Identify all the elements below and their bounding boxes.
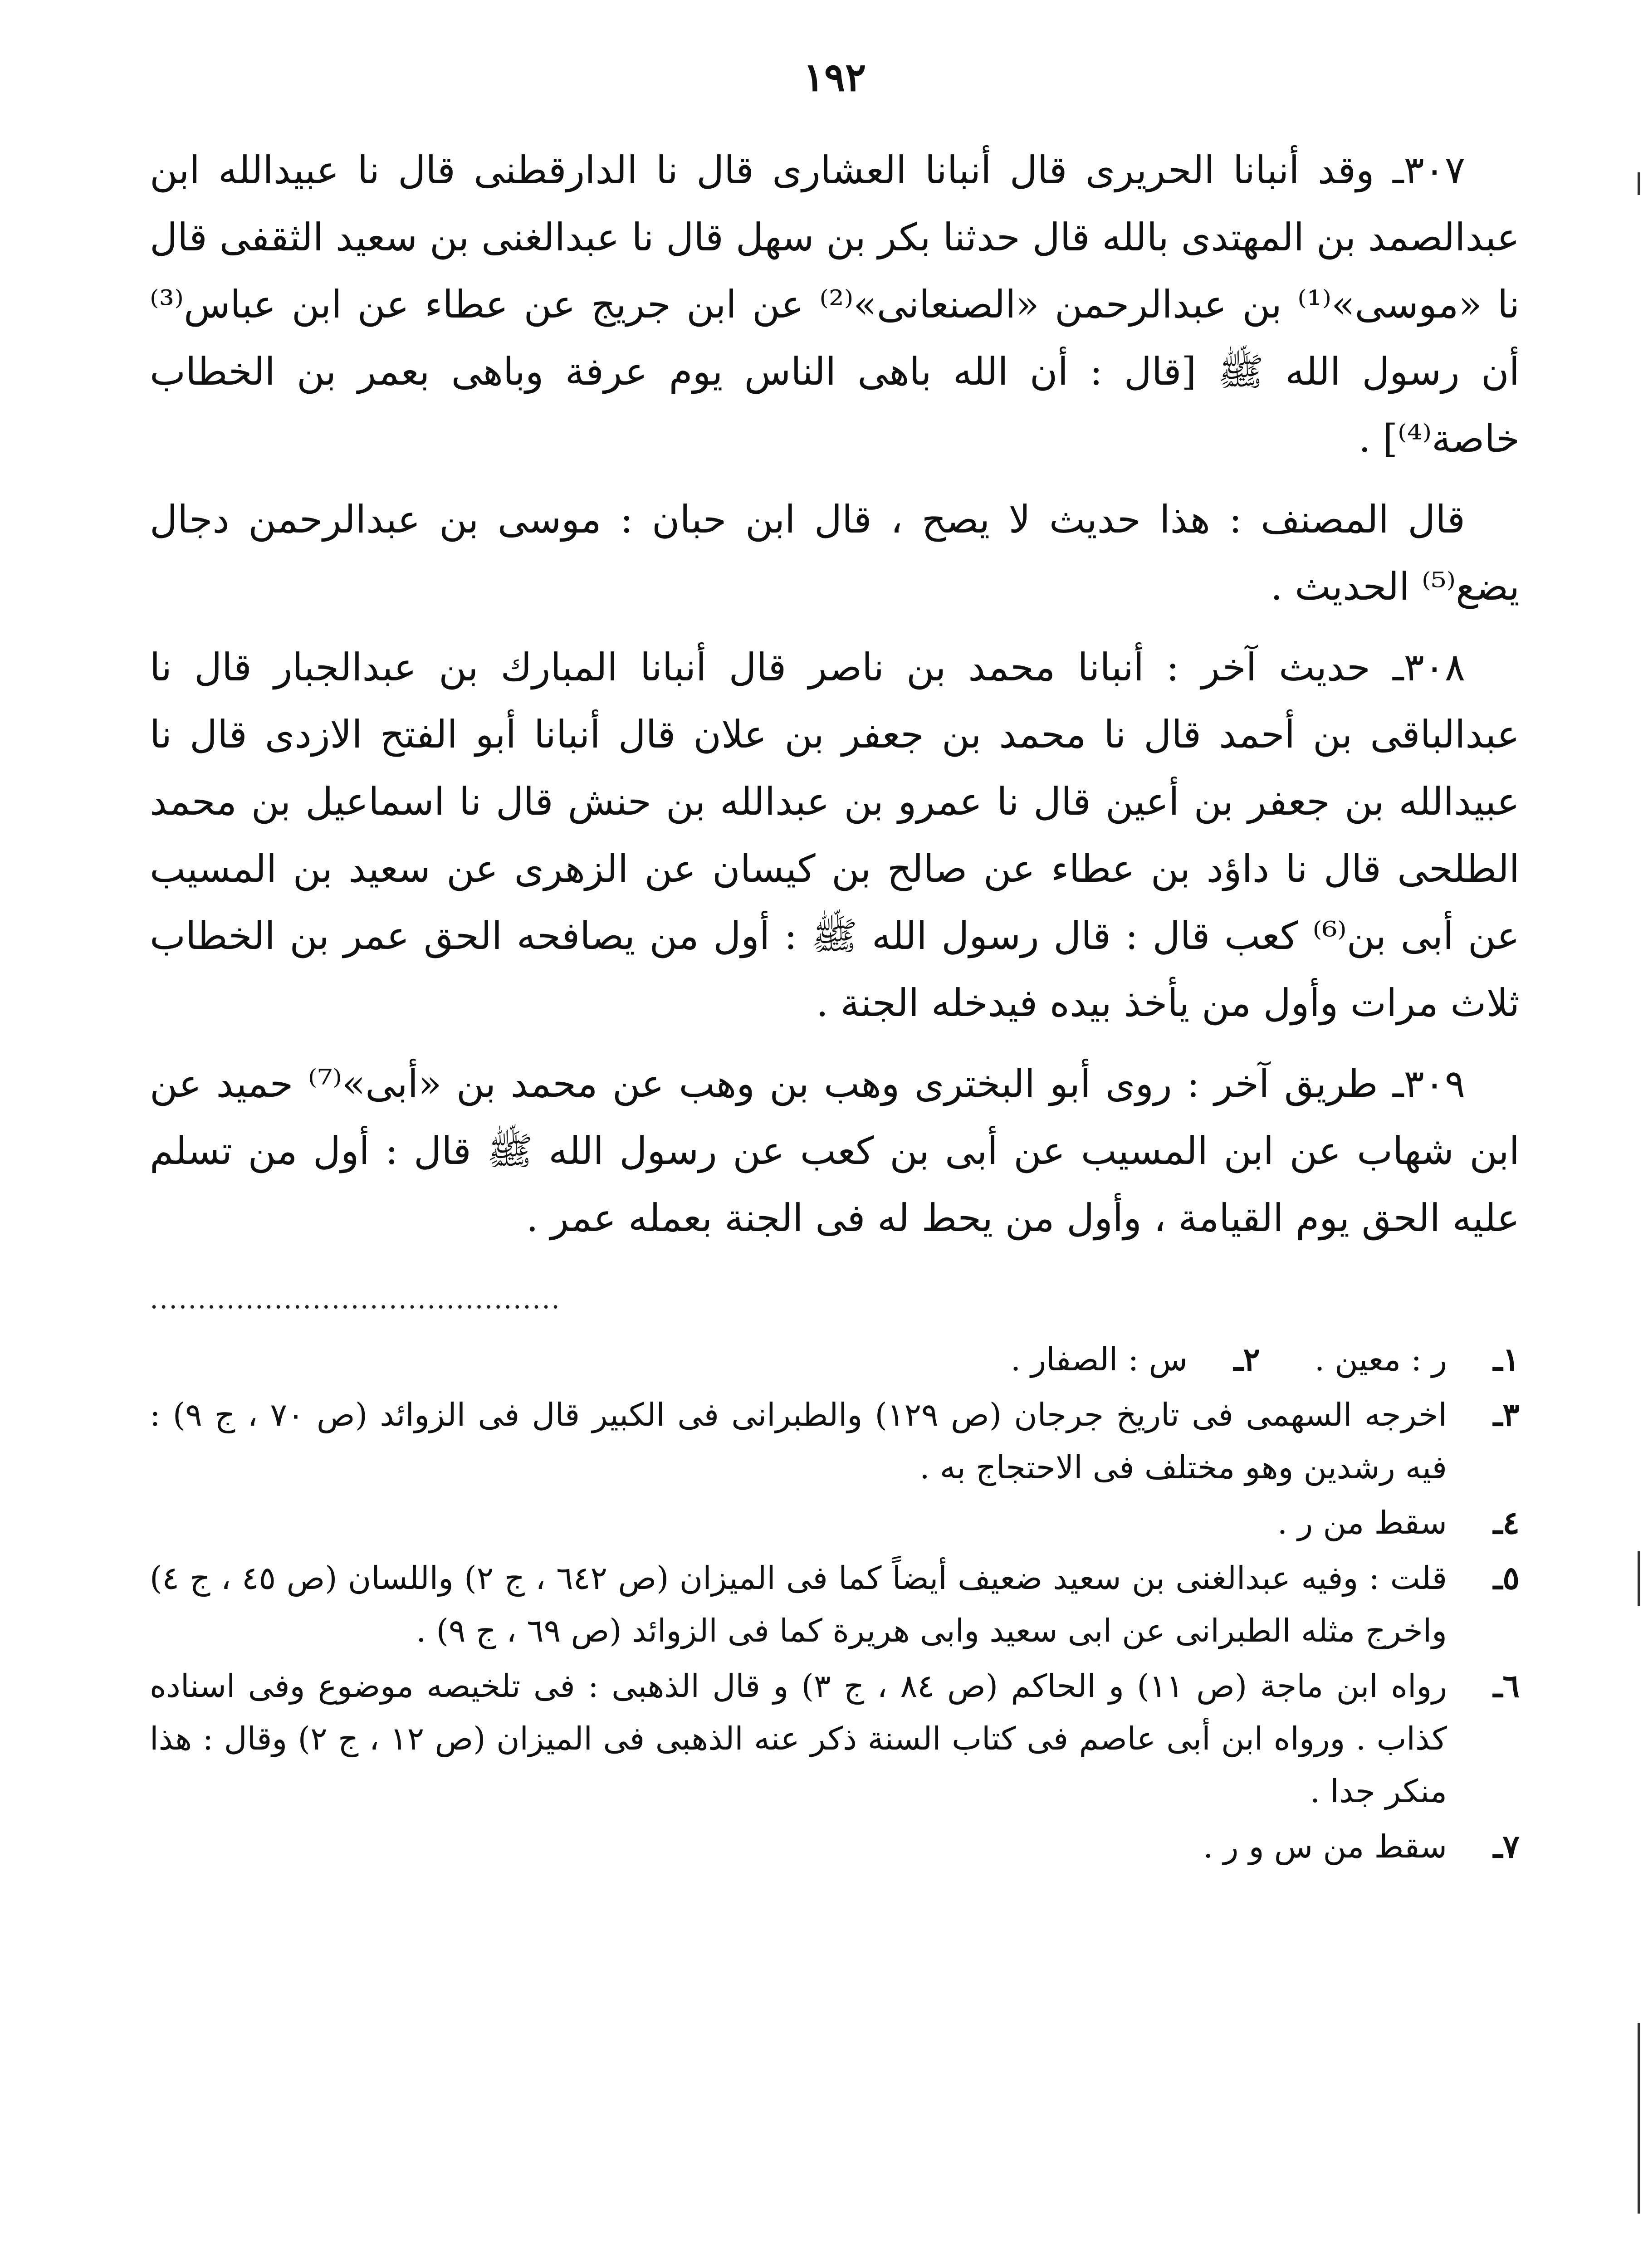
page-number: ١٩٢ (803, 54, 866, 100)
footnotes (150, 1333, 1520, 1873)
footnote-number: ٧ـ (1493, 1828, 1520, 1865)
hadith-309: ٣٠٩ـ طريق آخر : روى أبو البخترى وهب بن وهب عن محمد بن «أبى»⁽⁷⁾ حميد عن ابن شهاب عن ابن المسيب عن أبى بن كعب عن رسول الله ﷺ قال : أول من تسلم عليه الحق يوم القيامة ، وأول من يحط له فى الجنة بعمله عمر . (150, 1061, 1520, 1240)
footnote-4 (150, 1496, 1520, 1549)
footnote-7 (150, 1820, 1520, 1873)
footnote-text: سقط من س و ر . (1203, 1828, 1447, 1865)
footnote-5 (150, 1552, 1520, 1657)
footnote-1 (1315, 1333, 1520, 1386)
scan-edge-mark (1638, 1551, 1640, 1606)
footnote-number: ٢ـ (1233, 1340, 1260, 1378)
hadith-307: ٣٠٧ـ وقد أنبانا الحريرى قال أنبانا العشارى قال نا الدارقطنى قال نا عبيدالله ابن عبدالصمد بن المهتدى بالله قال حدثنا بكر بن سهل قال نا عبدالغنى بن سعيد الثقفى قال نا «موسى»⁽¹⁾ بن عبدالرحمن «الصنعانى»⁽²⁾ عن ابن جريج عن عطاء عن ابن عباس⁽³⁾ أن رسول الله ﷺ [قال : أن الله باهى الناس يوم عرفة وباهى بعمر بن الخطاب خاصة⁽⁴⁾] . (150, 148, 1520, 461)
scan-edge-mark (1638, 172, 1640, 195)
footnote-separator: ........................................... (150, 1283, 561, 1315)
footnote-row (150, 1333, 1520, 1388)
document-page (150, 54, 1520, 2268)
footnote-text: رواه ابن ماجة (ص ١١) و الحاكم (ص ٨٤ ، ج ٣) و قال الذهبى : فى تلخيصه موضوع وفى اسناده كذاب . ورواه ابن أبى عاصم فى كتاب السنة ذكر عنه الذهبى فى الميزان (ص ١٢ ، ج ٢) وقال : هذا منكر جدا . (150, 1667, 1447, 1810)
footnote-6 (150, 1660, 1520, 1818)
footnote-number: ٣ـ (1493, 1396, 1520, 1433)
author-comment: قال المصنف : هذا حديث لا يصح ، قال ابن حبان : موسى بن عبدالرحمن دجال يضع⁽⁵⁾ الحديث . (150, 497, 1520, 609)
footnote-text: س : الصفار . (1010, 1341, 1188, 1378)
scan-edge-mark (1638, 2023, 1640, 2214)
footnote-text: قلت : وفيه عبدالغنى بن سعيد ضعيف أيضاً كما فى الميزان (ص ٦٤٢ ، ج ٢) واللسان (ص ٤٥ ، ج ٤) واخرج مثله الطبرانى عن ابى سعيد وابى هريرة كما فى الزوائد (ص ٦٩ ، ج ٩) . (150, 1559, 1448, 1649)
footnote-text: اخرجه السهمى فى تاريخ جرجان (ص ١٢٩) والطبرانى فى الكبير قال فى الزوائد (ص ٧٠ ، ج ٩) : فيه رشدين وهو مختلف فى الاحتجاج به . (150, 1396, 1447, 1486)
footnote-number: ٥ـ (1493, 1559, 1520, 1597)
footnote-text: ر : معين . (1314, 1341, 1447, 1378)
footnote-number: ٤ـ (1493, 1504, 1520, 1541)
footnote-3 (150, 1388, 1520, 1494)
footnote-number: ٦ـ (1493, 1667, 1520, 1705)
footnote-text: سقط من ر . (1277, 1504, 1447, 1541)
footnote-2 (1011, 1333, 1260, 1386)
footnote-number: ١ـ (1493, 1340, 1520, 1378)
hadith-308: ٣٠٨ـ حديث آخر : أنبانا محمد بن ناصر قال أنبانا المبارك بن عبدالجبار قال نا عبدالباقى بن أحمد قال نا محمد بن جعفر بن علان قال أنبانا أبو الفتح الازدى قال نا عبيدالله بن جعفر بن أعين قال نا عمرو بن عبدالله بن حنش قال نا اسماعيل بن محمد الطلحى قال نا داؤد بن عطاء عن صالح بن كيسان عن الزهرى عن سعيد بن المسيب عن أبى بن⁽⁶⁾ كعب قال : قال رسول الله ﷺ : أول من يصافحه الحق عمر بن الخطاب ثلاث مرات وأول من يأخذ بيده فيدخله الجنة . (150, 645, 1520, 1025)
